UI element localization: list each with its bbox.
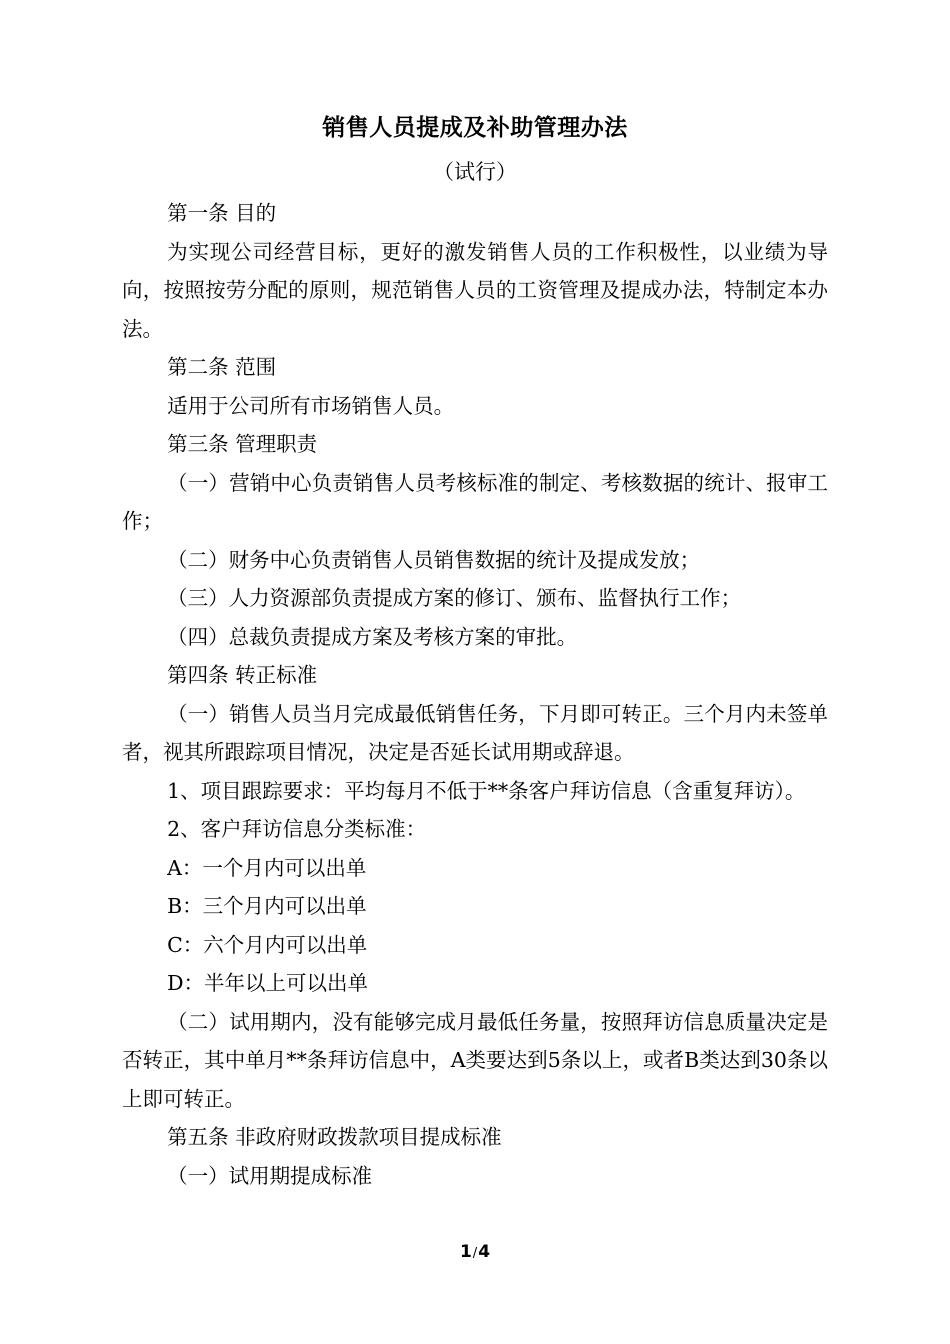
paragraph-article-4-item-1: （一）销售人员当月完成最低销售任务，下月即可转正。三个月内未签单者，视其所跟踪项目情况，决定是否延长试用期或辞退。 <box>122 701 828 764</box>
paragraph-article-1-heading: 第一条 目的 <box>167 201 277 225</box>
paragraph-article-4-heading: 第四条 转正标准 <box>167 663 318 687</box>
paragraph-article-2-heading: 第二条 范围 <box>167 355 277 379</box>
paragraph-category-d: D：半年以上可以出单 <box>167 971 369 995</box>
page-separator: / <box>472 1246 478 1261</box>
document-title: 销售人员提成及补助管理办法 <box>322 114 628 141</box>
paragraph-article-3-item-3: （三）人力资源部负责提成方案的修订、颁布、监督执行工作； <box>167 586 742 610</box>
document-body <box>122 194 828 1195</box>
paragraph-category-a: A：一个月内可以出单 <box>167 855 367 880</box>
paragraph-article-2-text: 适用于公司所有市场销售人员。 <box>167 393 455 418</box>
paragraph-article-5-heading: 第五条 非政府财政拨款项目提成标准 <box>167 1125 502 1149</box>
paragraph-article-3-heading: 第三条 管理职责 <box>167 432 318 456</box>
total-pages-number: 4 <box>478 1242 491 1262</box>
page-number <box>0 1240 950 1266</box>
paragraph-category-c: C：六个月内可以出单 <box>167 932 368 957</box>
paragraph-article-4-sub-2: 2、客户拜访信息分类标准： <box>167 817 427 841</box>
paragraph-article-3-item-1: （一）营销中心负责销售人员考核标准的制定、考核数据的统计、报审工作； <box>122 470 828 533</box>
paragraph-article-4-sub-1: 1、项目跟踪要求：平均每月不低于**条客户拜访信息（含重复拜访）。 <box>167 778 806 803</box>
paragraph-article-5-item-1: （一）试用期提成标准 <box>167 1163 373 1188</box>
paragraph-article-1-text: 为实现公司经营目标，更好的激发销售人员的工作积极性，以业绩为导向，按照按劳分配的原则，规范销售人员的工资管理及提成办法，特制定本办法。 <box>122 239 828 341</box>
document-subtitle: （试行） <box>433 160 517 184</box>
paragraph-category-b: B：三个月内可以出单 <box>167 894 367 918</box>
current-page-number: 1 <box>459 1242 472 1262</box>
paragraph-article-3-item-2: （二）财务中心负责销售人员销售数据的统计及提成发放； <box>167 547 701 572</box>
paragraph-article-4-item-2: （二）试用期内，没有能够完成月最低任务量，按照拜访信息质量决定是否转正，其中单月**条拜访信息中，A类要达到5条以上，或者B类达到30条以上即可转正。 <box>122 1009 828 1111</box>
paragraph-article-3-item-4: （四）总裁负责提成方案及考核方案的审批。 <box>167 624 578 649</box>
